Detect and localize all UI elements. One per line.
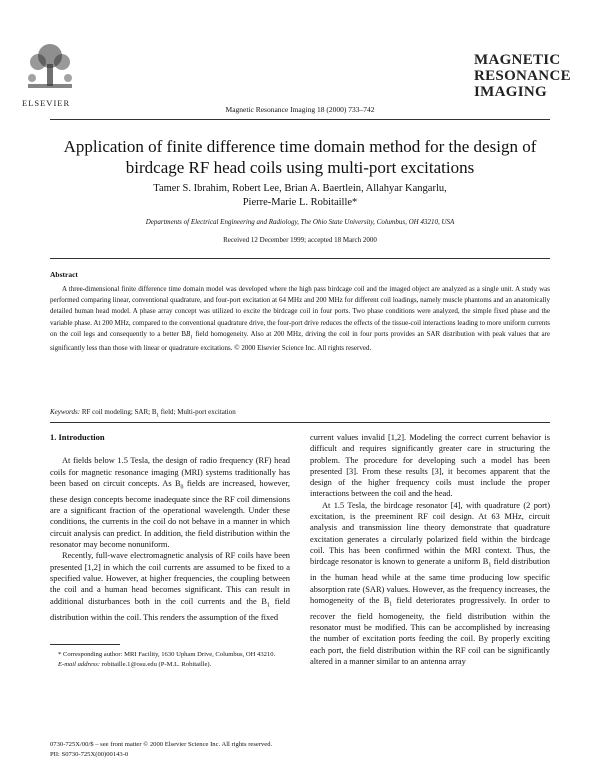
authors-line: Tamer S. Ibrahim, Robert Lee, Brian A. Baertlein, Allahyar Kangarlu, [153, 183, 447, 194]
copyright-line: 0730-725X/00/$ – see front matter © 2000 Elsevier Science Inc. All rights reserved. [50, 741, 273, 748]
elsevier-tree-logo [22, 40, 78, 98]
paragraph: At 1.5 Tesla, the birdcage resonator [4], with quadrature (2 port) excitation, is the preeminent RF coil design. At 63 MHz, circuit analysis and transmission line theory demonstrate that quadrature excitation generates a circularly polarized field within the birdcage coil. This has been confirmed within the MRI context. Thus, the birdcage resonator is known to generate a uniform $B_1$ field distribution in the human head while at the same time producing low specific absorption rate (SAR) values. However, as the frequency increases, the homogeneity of the $B_1$ field deteriorates progressively. In order to recover the field homogeneity, the field distribution within the resonator must be modified. This can be accomplished by increasing the number of excitation ports feeding the coil. By properly exciting each port, the field distribution within the RF coil can be significantly altered in a manner similar to an antenna array [310, 500, 550, 666]
journal-logo-line: MAGNETIC [474, 52, 561, 68]
affiliation: Departments of Electrical Engineering and Radiology, The Ohio State University, Columbus, OH 43210, USA [145, 218, 455, 226]
paper-title: Application of finite difference time domain method for the design of birdcage RF head coils using multi-port excitations [63, 137, 537, 177]
journal-logo-line: RESONANCE [474, 68, 571, 84]
paragraph: current values invalid [1,2]. Modeling the correct current behavior is difficult and requires significantly greater care in structuring the problem. The procedure for developing such a model has been presented [3]. From these results [3], it becomes apparent that the design of the higher frequency coils must include the proper interactions between the coil and the head. [310, 433, 550, 499]
publisher-name: ELSEVIER [22, 98, 71, 108]
journal-logo-line: IMAGING [474, 84, 547, 100]
copyright-footer [50, 740, 272, 760]
email-line: E-mail address: robitaille.1@osu.edu (P-M.L. Robitaille). [58, 661, 212, 668]
author-list [60, 182, 540, 210]
abstract-top-rule [50, 258, 550, 259]
abstract-text: A three-dimensional finite difference time domain model was developed where the high pass birdcage coil and the imaged object are analyzed as a single unit. A study was performed comparing linear, conventional quadrature, and four-port excitation at 64 MHz and 200 MHz for different coil loadings, namely muscle phantoms and an anatomically detailed human head model. A phase array concept was utilized to excite the birdcage coil in four ports. Two phase conditions were analyzed, the simple fixed phase and the variable phase. At 200 MHz, compared to the conventional quadrature drive, the four-port drive reduces the effects of the tissue-coil interactions leading to more uniform currents on the coil legs and consequently to a better $BB_1$ field homogeneity. Also at 200 MHz, driving the coil in four ports provides an SAR distribution with peak values that are significantly less than those with linear or quadrature excitations. © 2000 Elsevier Science Inc. All rights reserved. [50, 285, 550, 353]
section-heading: 1. Introduction [50, 432, 105, 442]
received-dates: Received 12 December 1999; accepted 18 March 2000 [223, 236, 377, 244]
footnote-rule [50, 644, 120, 645]
right-column [310, 432, 550, 667]
keywords: Keywords: RF coil modeling; SAR; $B_1$ field; Multi-port excitation [50, 408, 236, 419]
corresponding-author: * Corresponding author: MRI Facility, 1630 Upham Drive, Columbus, OH 43210. [58, 651, 276, 658]
left-column [50, 432, 290, 623]
abstract-bottom-rule [50, 422, 550, 423]
journal-reference: Magnetic Resonance Imaging 18 (2000) 733–742 [225, 105, 375, 114]
abstract-heading: Abstract [50, 270, 78, 279]
authors-line: Pierre-Marie L. Robitaille* [242, 197, 358, 208]
footnote [50, 650, 290, 670]
header-rule [50, 119, 550, 120]
pii-line: PII: S0730-725X(00)00143-0 [50, 751, 129, 758]
paragraph: Recently, full-wave electromagnetic analysis of RF coils have been presented [1,2] in which the coil currents are assumed to be fixed to a specified value. However, at higher frequencies, the coupling between the coil and a human head becomes significant. This can result in additional disturbances both in the coil currents and the $B_1$ field distribution within the coil. This renders the assumption of the fixed [50, 551, 290, 622]
paragraph: At fields below 1.5 Tesla, the design of radio frequency (RF) head coils for magnetic resonance imaging (MRI) systems traditionally has been based on circuit concepts. As $B_0$ fields are increased, however, these design concepts become inadequate since the RF coil dimensions are a significant fraction of the operational wavelength. Under these conditions, the currents in the coil do not behave in a manner in which circuit analysis can predict. In addition, the field distribution within the resonator may become nonuniform. [50, 456, 290, 550]
journal-logo [474, 52, 570, 100]
